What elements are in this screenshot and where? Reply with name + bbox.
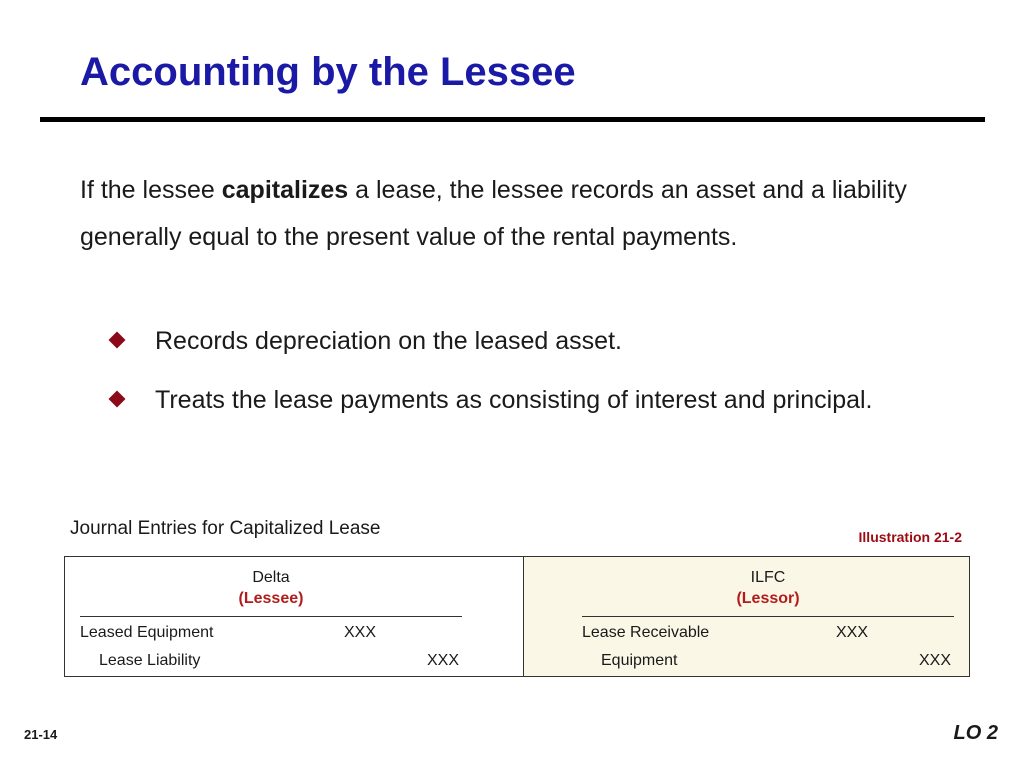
lessee-role: (Lessee) <box>238 590 304 607</box>
bullet-list <box>108 318 948 436</box>
lessee-header-underline <box>80 616 462 617</box>
bullet-text: Treats the lease payments as consisting of interest and principal. <box>155 386 873 414</box>
lessor-role: (Lessor) <box>736 590 800 607</box>
lessee-debit-account: Leased Equipment <box>80 624 214 641</box>
lessor-debit-account: Lease Receivable <box>582 624 710 641</box>
diamond-bullet-icon <box>109 332 126 349</box>
intro-text-start: If the lessee <box>80 176 222 204</box>
illustration-label: Illustration 21-2 <box>858 529 962 545</box>
lessee-header <box>80 567 462 609</box>
bullet-item <box>108 377 948 424</box>
bullet-text: Records depreciation on the leased asset. <box>155 327 622 355</box>
diamond-bullet-icon <box>109 391 126 408</box>
learning-objective: LO 2 <box>953 722 998 744</box>
intro-emphasis: capitalizes <box>221 176 349 204</box>
lessor-credit-account: Equipment <box>601 652 678 669</box>
lessee-column <box>65 557 524 676</box>
intro-paragraph <box>80 167 940 261</box>
lessor-header <box>582 567 954 609</box>
slide-number: 21-14 <box>24 727 58 742</box>
journal-caption: Journal Entries for Capitalized Lease <box>70 518 381 539</box>
lessee-debit-amount: XXX <box>344 624 377 641</box>
journal-entries-table <box>64 556 970 677</box>
slide-title: Accounting by the Lessee <box>80 50 576 94</box>
lessor-credit-amount: XXX <box>919 652 952 669</box>
lessee-name: Delta <box>252 569 290 586</box>
lessee-credit-account: Lease Liability <box>99 652 201 669</box>
bullet-item <box>108 318 948 365</box>
intro-text-end: a lease, the lessee records an asset and a liability generally equal to the present value of the rental payments. <box>80 176 907 251</box>
title-divider <box>40 117 985 122</box>
lessor-name: ILFC <box>750 569 786 586</box>
lessor-column <box>524 557 969 676</box>
lessee-credit-amount: XXX <box>427 652 460 669</box>
lessor-header-underline <box>582 616 954 617</box>
lessor-debit-amount: XXX <box>836 624 869 641</box>
